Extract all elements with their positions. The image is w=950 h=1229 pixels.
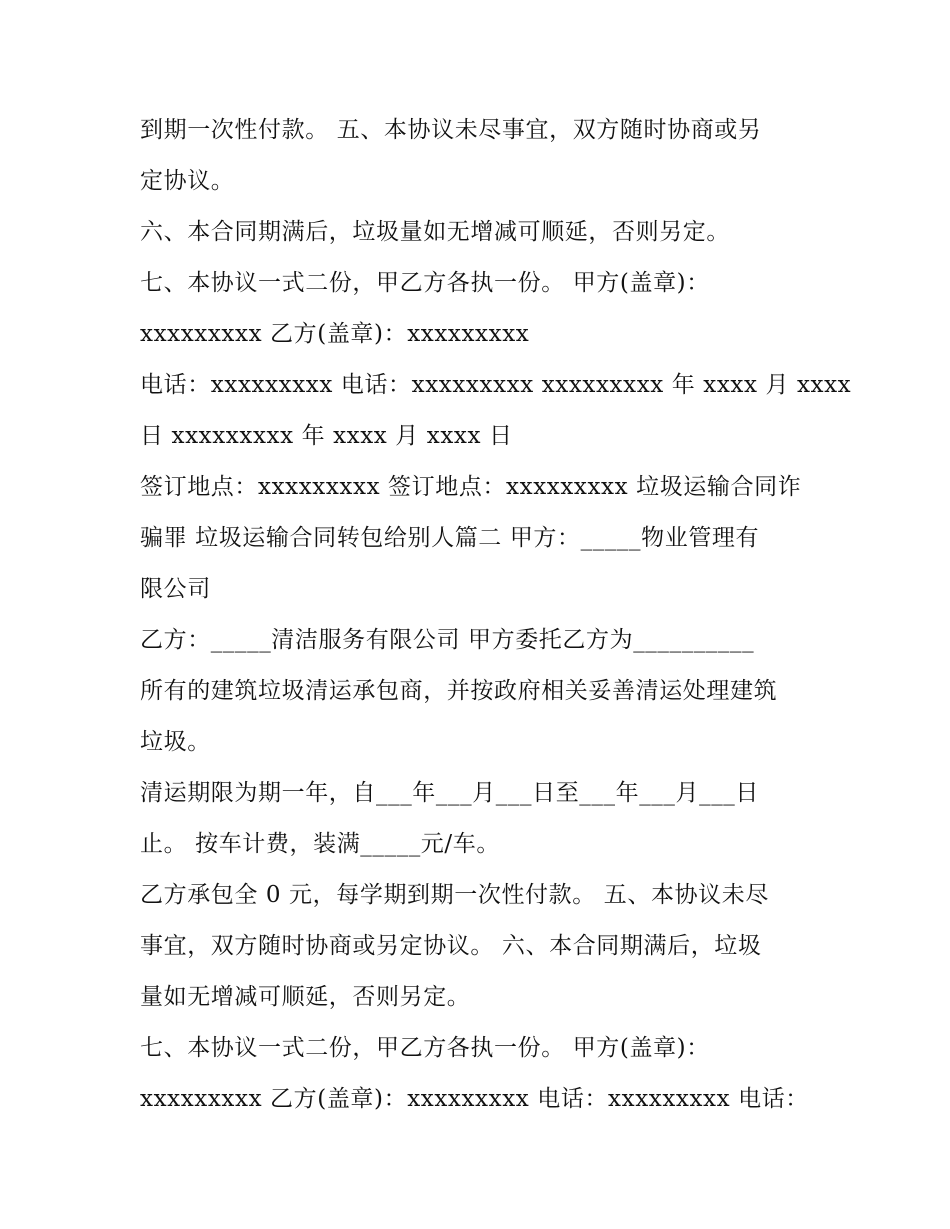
text-line: 量如无增减可顺延，否则另定。 (140, 984, 471, 1010)
text-line: 定协议。 (140, 168, 235, 194)
text-line: 事宜，双方随时协商或另定协议。 六、本合同期满后，垃圾 (140, 933, 762, 959)
text-line: 限公司 (140, 576, 211, 602)
text-line: 七、本协议一式二份，甲乙方各执一份。 甲方(盖章)： (140, 270, 710, 296)
document-body (140, 105, 852, 1125)
text-line: 七、本协议一式二份，甲乙方各执一份。 甲方(盖章)： (140, 1035, 710, 1061)
text-line: xxxxxxxxx 乙方(盖章)：xxxxxxxxx 电话：xxxxxxxxx 电话： (140, 1086, 809, 1112)
text-line: 日 xxxxxxxxx 年 xxxx 月 xxxx 日 (140, 423, 513, 449)
text-line: 止。 按车计费，装满_____元/车。 (140, 831, 500, 857)
text-line: 到期一次性付款。 五、本协议未尽事宜，双方随时协商或另 (140, 117, 762, 143)
text-line: 签订地点：xxxxxxxxx 签订地点：xxxxxxxxx 垃圾运输合同诈 (140, 474, 802, 500)
text-line: 乙方：_____清洁服务有限公司 甲方委托乙方为__________ (140, 627, 755, 653)
text-line: 六、本合同期满后，垃圾量如无增减可顺延，否则另定。 (140, 219, 730, 245)
text-line: 电话：xxxxxxxxx 电话：xxxxxxxxx xxxxxxxxx 年 xxxx 月 xxxx (140, 372, 852, 398)
text-line: 垃圾。 (140, 729, 211, 755)
text-line: 所有的建筑垃圾清运承包商，并按政府相关妥善清运处理建筑 (140, 678, 778, 704)
text-line: 乙方承包全 0 元，每学期到期一次性付款。 五、本协议未尽 (140, 882, 769, 908)
text-line: 骗罪 垃圾运输合同转包给别人篇二 甲方：_____物业管理有 (140, 525, 760, 551)
text-line: 清运期限为期一年，自___年___月___日至___年___月___日 (140, 780, 759, 806)
text-line: xxxxxxxxx 乙方(盖章)：xxxxxxxxx (140, 321, 530, 347)
